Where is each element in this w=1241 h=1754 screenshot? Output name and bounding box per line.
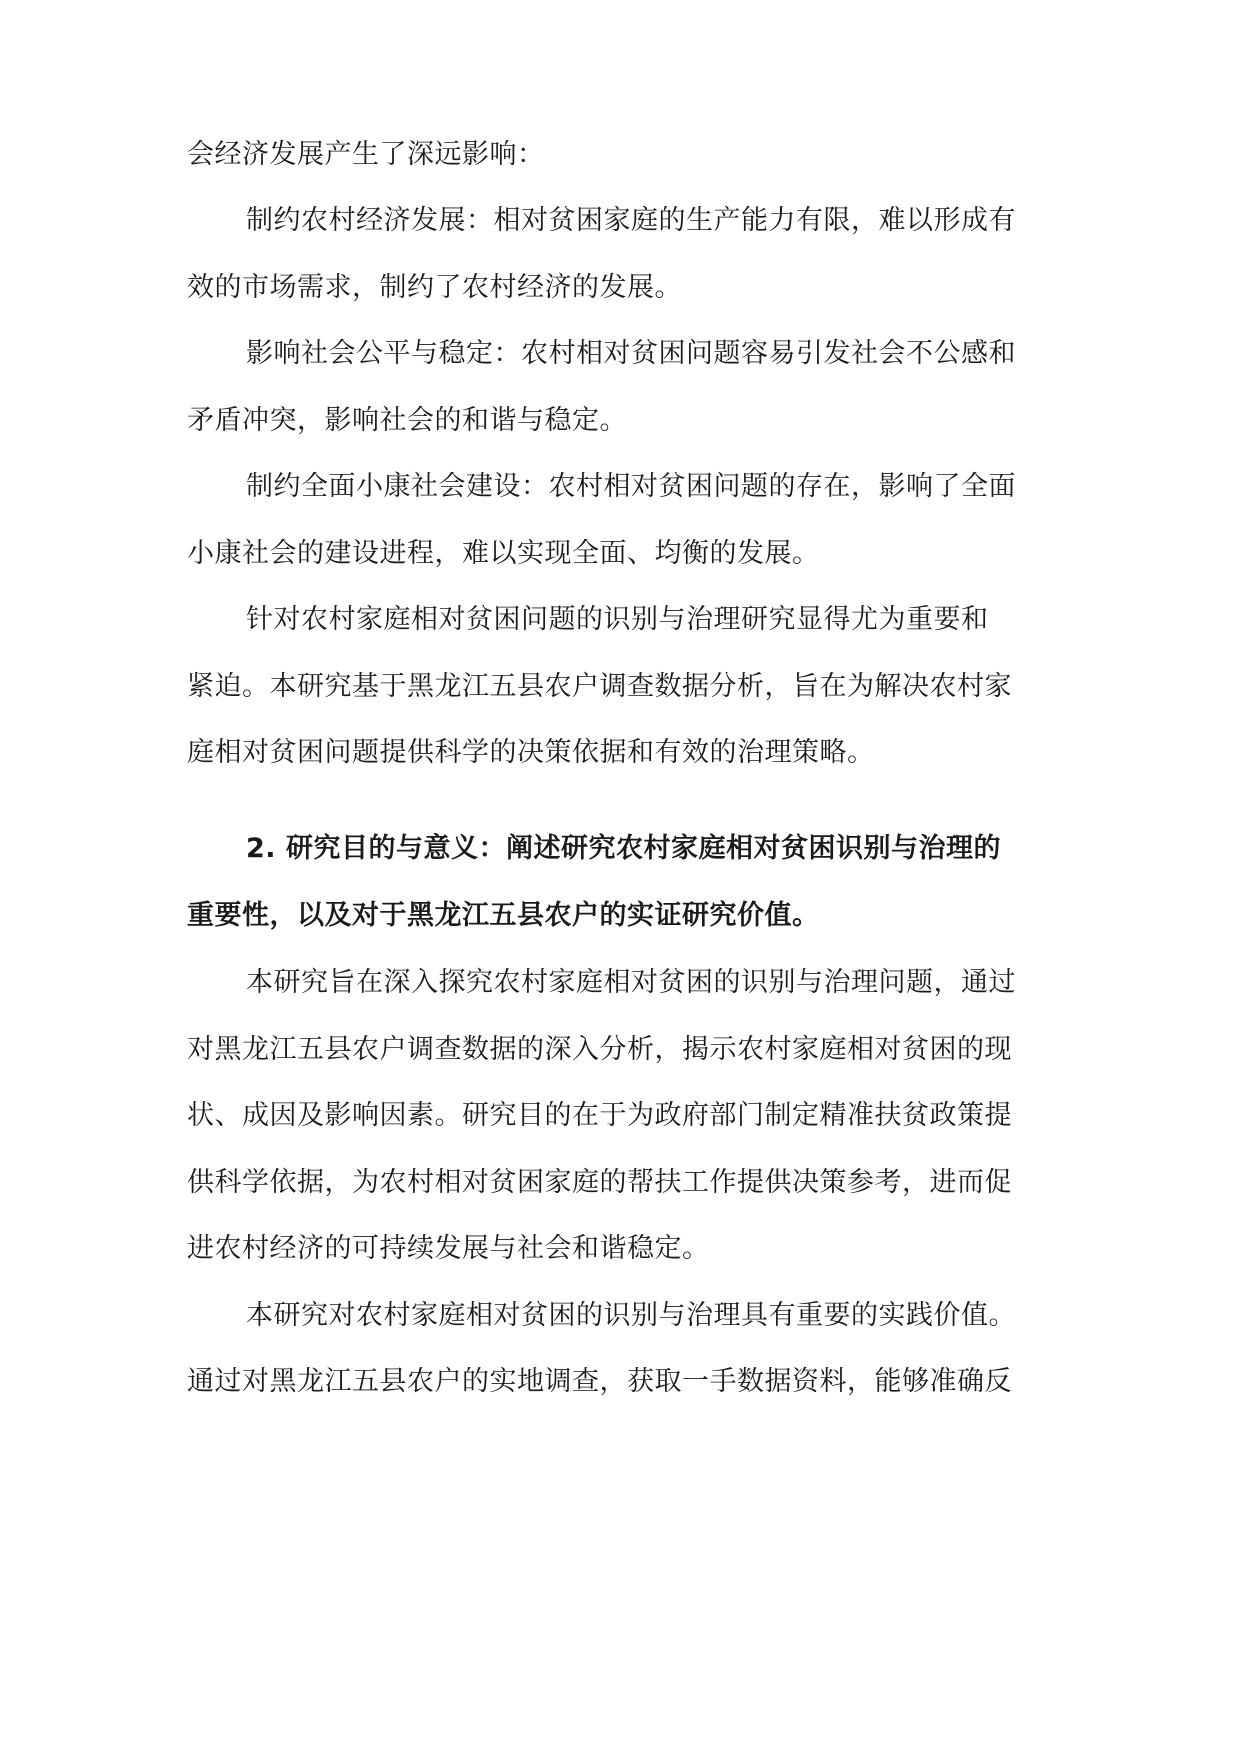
text-line: 庭相对贫困问题提供科学的决策依据和有效的治理策略。 xyxy=(187,737,875,768)
text-line: 小康社会的建设进程，难以实现全面、均衡的发展。 xyxy=(187,538,820,569)
text-line: 供科学依据，为农村相对贫困家庭的帮扶工作提供决策参考，进而促 xyxy=(187,1167,1012,1198)
text-line: 制约农村经济发展：相对贫困家庭的生产能力有限，难以形成有 xyxy=(246,205,1016,236)
section-heading: 2. 研究目的与意义：阐述研究农村家庭相对贫困识别与治理的 xyxy=(246,833,1001,864)
text-line: 效的市场需求，制约了农村经济的发展。 xyxy=(187,272,682,303)
text-line: 针对农村家庭相对贫困问题的识别与治理研究显得尤为重要和 xyxy=(246,604,989,635)
text-line: 通过对黑龙江五县农户的实地调查，获取一手数据资料，能够准确反 xyxy=(187,1366,1012,1397)
text-line: 进农村经济的可持续发展与社会和谐稳定。 xyxy=(187,1233,710,1264)
text-line: 影响社会公平与稳定：农村相对贫困问题容易引发社会不公感和 xyxy=(246,338,1016,369)
text-line: 会经济发展产生了深远影响： xyxy=(187,139,545,170)
text-line: 制约全面小康社会建设：农村相对贫困问题的存在，影响了全面 xyxy=(246,471,1016,502)
text-line: 紧迫。本研究基于黑龙江五县农户调查数据分析，旨在为解决农村家 xyxy=(187,671,1012,702)
text-line: 本研究旨在深入探究农村家庭相对贫困的识别与治理问题，通过 xyxy=(246,967,1016,998)
text-line: 本研究对农村家庭相对贫困的识别与治理具有重要的实践价值。 xyxy=(246,1300,1016,1331)
section-heading: 重要性，以及对于黑龙江五县农户的实证研究价值。 xyxy=(187,900,820,931)
text-line: 状、成因及影响因素。研究目的在于为政府部门制定精准扶贫政策提 xyxy=(187,1100,1012,1131)
text-line: 矛盾冲突，影响社会的和谐与稳定。 xyxy=(187,405,627,436)
text-line: 对黑龙江五县农户调查数据的深入分析，揭示农村家庭相对贫困的现 xyxy=(187,1034,1012,1065)
